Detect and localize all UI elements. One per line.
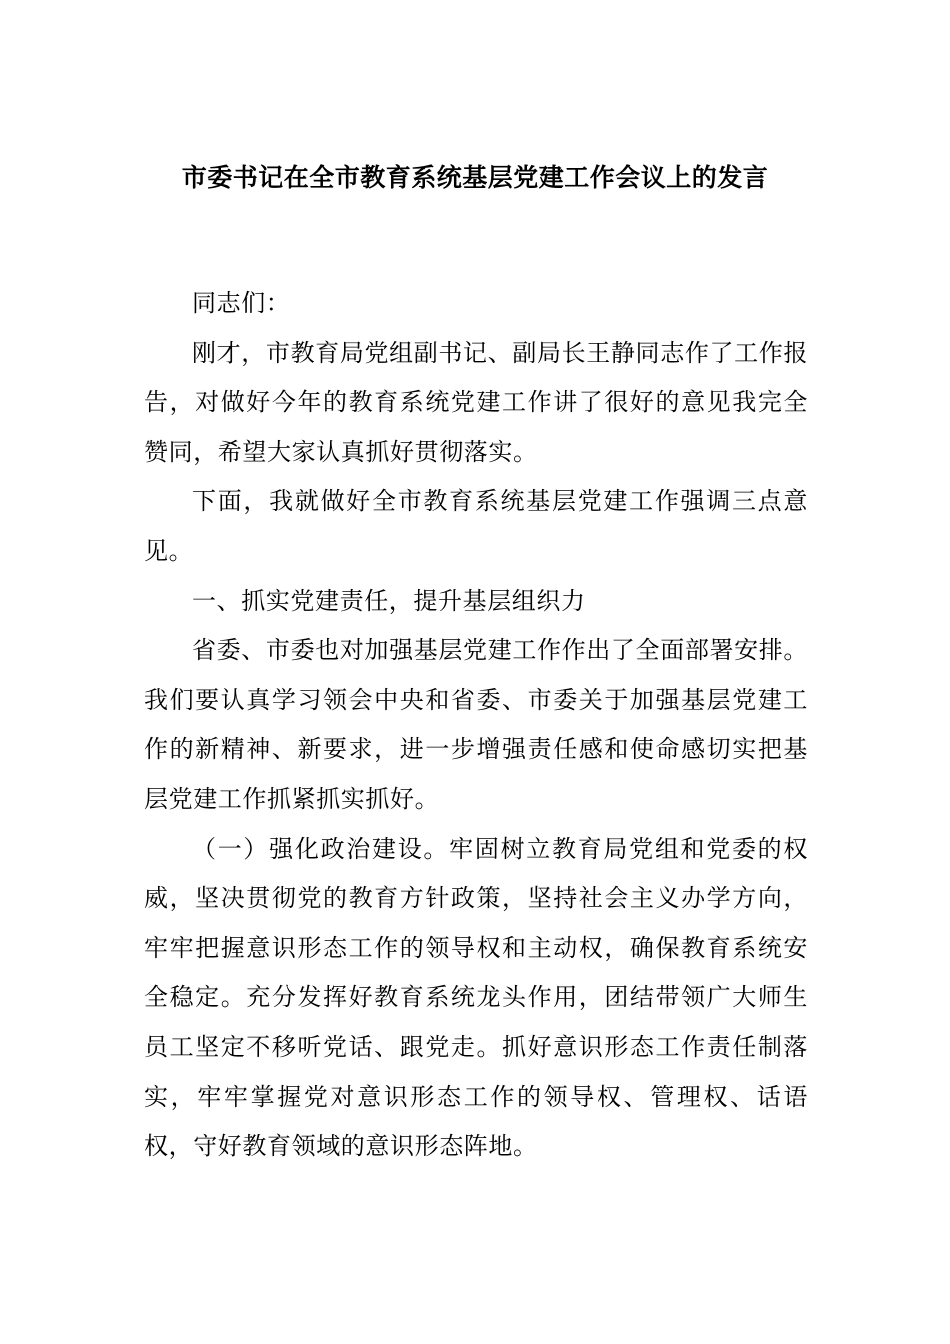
opening-paragraph: 刚才，市教育局党组副书记、副局长王静同志作了工作报告，对做好今年的教育系统党建工作讲了很好的意见我完全赞同，希望大家认真抓好贯彻落实。 [144, 338, 808, 466]
document-body [144, 279, 808, 1172]
document-title: 市委书记在全市教育系统基层党建工作会议上的发言 [181, 163, 769, 192]
intro-paragraph: 下面，我就做好全市教育系统基层党建工作强调三点意见。 [144, 487, 808, 565]
section-1-paragraph: 省委、市委也对加强基层党建工作作出了全面部署安排。我们要认真学习领会中央和省委、市委关于加强基层党建工作的新精神、新要求，进一步增强责任感和使命感切实把基层党建工作抓紧抓实抓好。 [144, 636, 808, 813]
section-heading-1: 一、抓实党建责任，提升基层组织力 [192, 586, 586, 615]
salutation-paragraph: 同志们： [192, 289, 291, 317]
subsection-1-paragraph: （一）强化政治建设。牢固树立教育局党组和党委的权威，坚决贯彻党的教育方针政策，坚持社会主义办学方向，牢牢把握意识形态工作的领导权和主动权，确保教育系统安全稳定。充分发挥好教育系统龙头作用，团结带领广大师生员工坚定不移听党话、跟党走。抓好意识形态工作责任制落实，牢牢掌握党对意识形态工作的领导权、管理权、话语权，守好教育领域的意识形态阵地。 [144, 834, 808, 1161]
